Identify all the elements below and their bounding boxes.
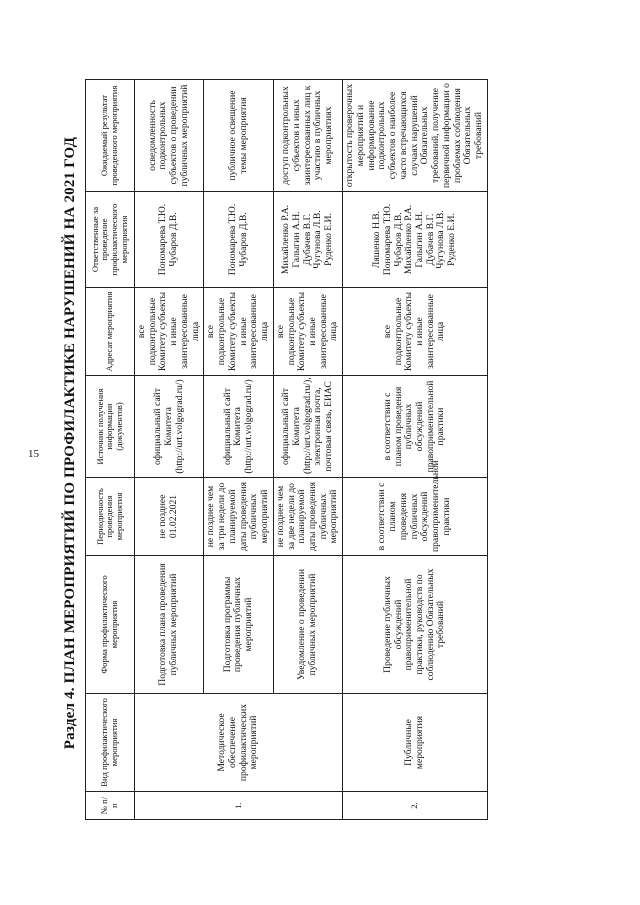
header-row [86, 80, 135, 820]
cell-result: открытость проверочных мероприятий и информирование подконтрольных субъектов о наиболее часто встречающихся случаях нарушений Обязательных требований, получение первичной информации о проблемах соблюдения Обязательных требований [343, 80, 488, 192]
group-type: Публичные мероприятия [343, 694, 488, 792]
cell-form: Проведение публичных обсуждений правоприменительной практики, руководств по соблюдению Обязательных требований [343, 556, 488, 694]
cell-form: Подготовка программы проведения публичных мероприятий [204, 556, 273, 694]
header-addressee: Адресат мероприятия [86, 288, 135, 376]
cell-result: публичное освещение темы мероприятия [204, 80, 273, 192]
header-form: Форма профилактического мероприятия [86, 556, 135, 694]
cell-responsible: Ляшенко Н.В. Пономарева Т.Ю. Чубаров Д.В. Михайленко Р.А. Галыгин А.Н. Дубачев В.Г. Чугунова Л.В. Руденко Е.И. [343, 192, 488, 288]
cell-period: не позднее чем за три недели до планируемой даты проведения публичных мероприятий [204, 478, 273, 556]
cell-period: не позднее 01.02.2021 [135, 478, 204, 556]
table-row [135, 80, 204, 820]
cell-responsible: Михайленко Р.А. Галыгин А.Н. Дубачев В.Г. Чугунова Л.В. Руденко Е.И. [273, 192, 342, 288]
cell-result: осведомленность подконтрольных субъектов о проведении публичных мероприятий [135, 80, 204, 192]
cell-addressee: все подконтрольные Комитету субъекты и иные заинтересованные лица [204, 288, 273, 376]
cell-period: не позднее чем за две недели до планируемой даты проведения публичных мероприятий [273, 478, 342, 556]
cell-source: в соответствии с планом проведения публичных обсуждений правоприменительной практики [343, 376, 488, 478]
header-type: Вид профилактического мероприятия [86, 694, 135, 792]
header-responsible: Ответственные за проведение профилактического мероприятия [86, 192, 135, 288]
prevention-plan-table [85, 79, 488, 820]
cell-addressee: все подконтрольные Комитету субъекты и иные заинтересованные лица [135, 288, 204, 376]
header-period: Периодичность проведения мероприятия [86, 478, 135, 556]
cell-source: официальный сайт Комитета (http://urt.volgograd.ru/) [204, 376, 273, 478]
page-number: 15 [28, 448, 39, 460]
cell-source: официальный сайт Комитета (http://urt.volgograd.ru/) [135, 376, 204, 478]
header-result: Ожидаемый результат проведенного мероприятия [86, 80, 135, 192]
cell-responsible: Пономарева Т.Ю. Чубаров Д.В. [204, 192, 273, 288]
header-source: Источник получения информации (документов) [86, 376, 135, 478]
section-heading: Раздел 4. ПЛАН МЕРОПРИЯТИЙ ПО ПРОФИЛАКТИКЕ НАРУШЕНИЙ НА 2021 ГОД [62, 136, 78, 750]
header-num: № п/п [86, 792, 135, 820]
table-row [343, 80, 488, 820]
group-number: 1. [135, 792, 343, 820]
group-type: Методическое обеспечение профилактических мероприятий [135, 694, 343, 792]
cell-addressee: все подконтрольные Комитету субъекты и иные заинтересованные лица [343, 288, 488, 376]
group-number: 2. [343, 792, 488, 820]
cell-source: официальный сайт Комитета (http://urt.volgograd.ru/), электронная почта, почтовая связь, ЕИАС [273, 376, 342, 478]
cell-addressee: все подконтрольные Комитету субъекты и иные заинтересованные лица [273, 288, 342, 376]
cell-form: Уведомление о проведении публичных мероприятий [273, 556, 342, 694]
cell-period: в соответствии с планом проведения публичных обсуждений правоприменительной практики [343, 478, 488, 556]
cell-result: доступ подконтрольных субъектов и иных заинтересованных лиц к участию в публичных мероприятиях [273, 80, 342, 192]
cell-form: Подготовка плана проведения публичных мероприятий [135, 556, 204, 694]
cell-responsible: Пономарева Т.Ю. Чубаров Д.В. [135, 192, 204, 288]
